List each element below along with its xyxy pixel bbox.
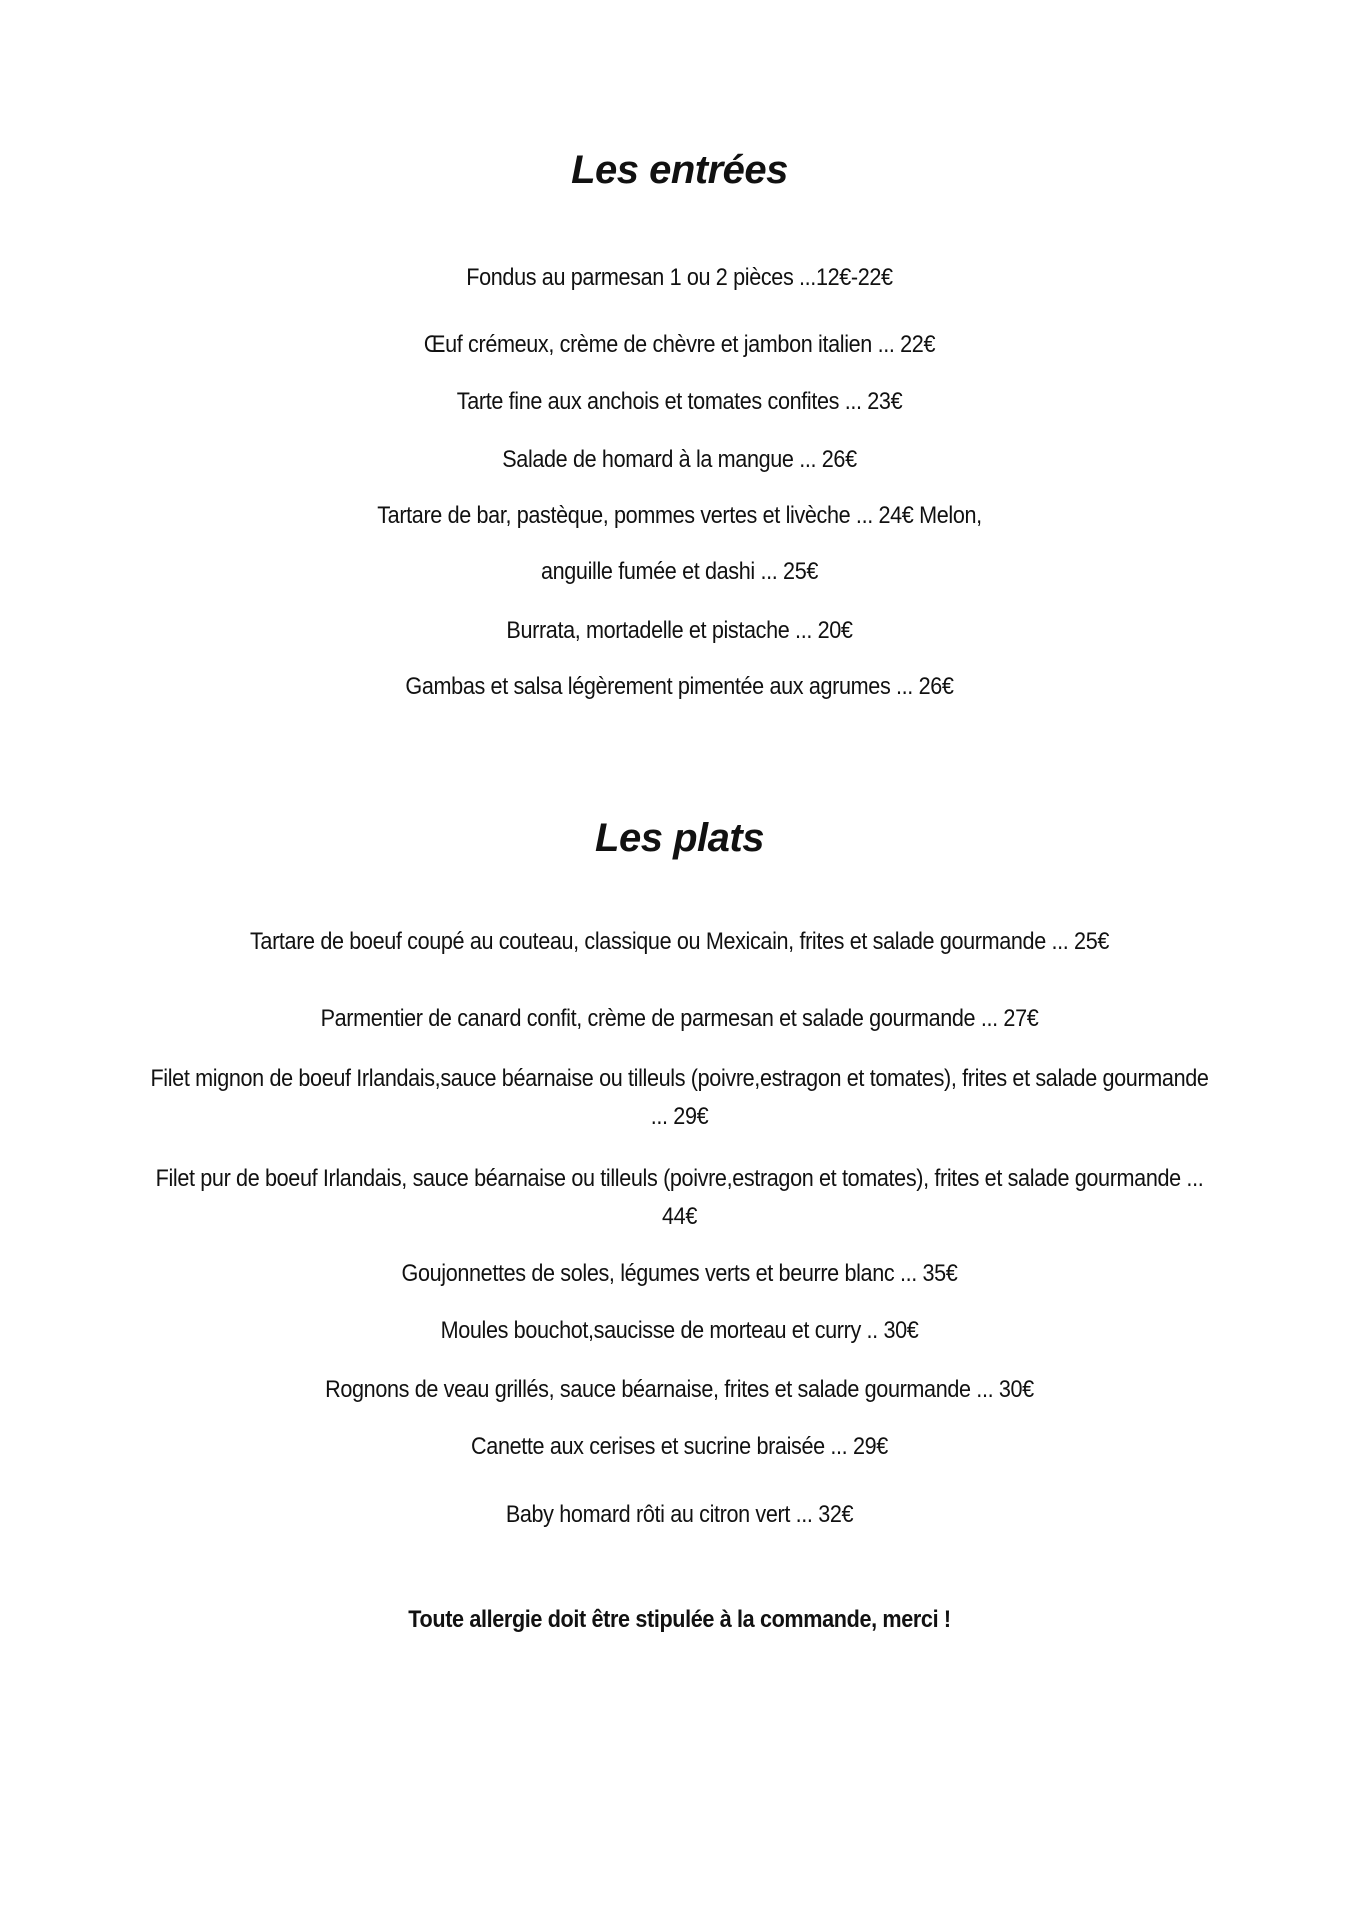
plat-item: Baby homard rôti au citron vert ... 32€ [505, 1501, 854, 1528]
plat-item: Parmentier de canard confit, crème de parmesan et salade gourmande ... 27€ [320, 1005, 1039, 1032]
entree-item: Tarte fine aux anchois et tomates confites ... 23€ [456, 388, 903, 415]
entree-item: Œuf crémeux, crème de chèvre et jambon italien ... 22€ [423, 331, 936, 358]
plat-item: Canette aux cerises et sucrine braisée ... 29€ [471, 1433, 888, 1460]
entree-item: Salade de homard à la mangue ... 26€ [502, 446, 857, 473]
plat-item: Moules bouchot,saucisse de morteau et curry .. 30€ [440, 1317, 919, 1344]
plat-item: Rognons de veau grillés, sauce béarnaise, frites et salade gourmande ... 30€ [325, 1376, 1034, 1403]
entree-item: Burrata, mortadelle et pistache ... 20€ [506, 617, 853, 644]
entree-item: Fondus au parmesan 1 ou 2 pièces ...12€-22€ [466, 264, 893, 291]
plat-item: Filet mignon de boeuf Irlandais,sauce béarnaise ou tilleuls (poivre,estragon et tomates), frites et salade gourmande ... 29€ [150, 1065, 1209, 1130]
entree-item: Gambas et salsa légèrement pimentée aux agrumes ... 26€ [405, 673, 954, 700]
allergy-note: Toute allergie doit être stipulée à la commande, merci ! [408, 1606, 951, 1633]
plat-item: Goujonnettes de soles, légumes verts et beurre blanc ... 35€ [401, 1260, 958, 1287]
plat-item: Tartare de boeuf coupé au couteau, classique ou Mexicain, frites et salade gourmande ... 25€ [249, 928, 1110, 955]
plats-title: Les plats [595, 816, 764, 860]
plat-item: Filet pur de boeuf Irlandais, sauce béarnaise ou tilleuls (poivre,estragon et tomates), frites et salade gourmande ... 44€ [155, 1165, 1204, 1230]
entree-item: Tartare de bar, pastèque, pommes vertes et livèche ... 24€ Melon, [377, 502, 982, 529]
entrees-title: Les entrées [571, 148, 788, 192]
entree-item: anguille fumée et dashi ... 25€ [540, 558, 819, 585]
